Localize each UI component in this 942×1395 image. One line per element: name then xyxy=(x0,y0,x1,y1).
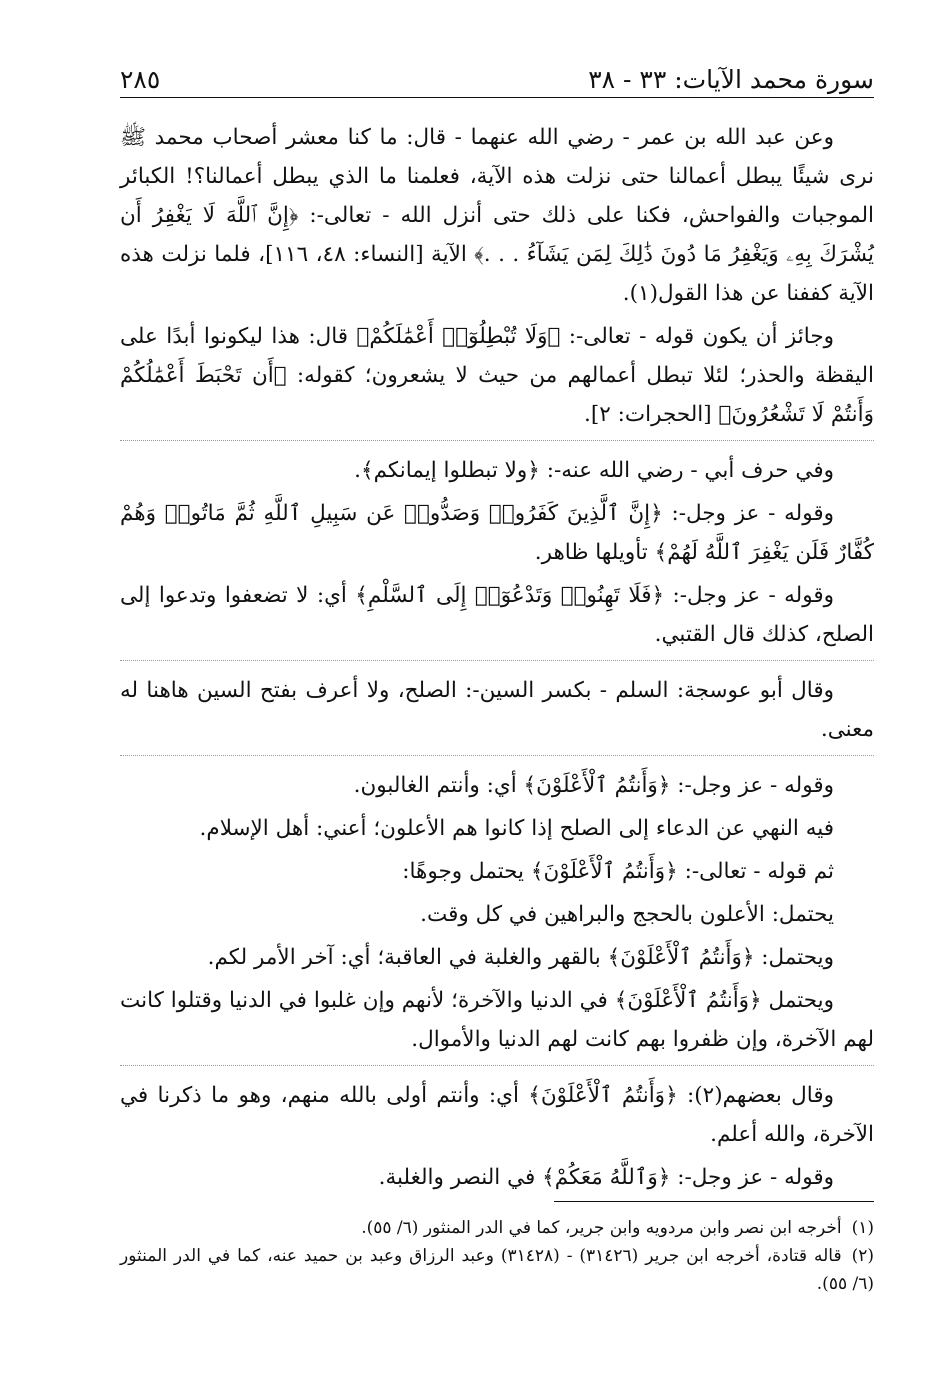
footnote-rule xyxy=(554,1201,874,1202)
footnote xyxy=(120,1214,874,1242)
paragraph: وقال أبو عوسجة: السلم - بكسر السين-: الصلح، ولا أعرف بفتح السين هاهنا له معنى. xyxy=(120,671,874,756)
paragraph: ويحتمل ﴿وَأَنتُمُ ٱلْأَعْلَوْنَ﴾ في الدنيا والآخرة؛ لأنهم وإن غلبوا في الدنيا وقتلوا كانت لهم الآخرة، وإن ظفروا بهم كانت لهم الدنيا والأموال. xyxy=(120,981,874,1066)
footnote xyxy=(120,1242,874,1298)
paragraph: وعن عبد الله بن عمر - رضي الله عنهما - قال: ما كنا معشر أصحاب محمد ﷺ نرى شيئًا يبطل أعمالنا حتى نزلت هذه الآية، فعلمنا ما الذي يبطل أعمالنا؟! الكبائر الموجبات والفواحش، فكنا على ذلك حتى أنزل الله - تعالى-: ﴿إِنَّ ٱللَّهَ لَا يَغْفِرُ أَن يُشْرَكَ بِهِۦ وَيَغْفِرُ مَا دُونَ ذَٰلِكَ لِمَن يَشَآءُ . . .﴾ الآية [النساء: ٤٨، ١١٦]، فلما نزلت هذه الآية كففنا عن هذا القول(١). xyxy=(120,125,874,306)
footnote-number: (٢) xyxy=(851,1246,874,1266)
paragraph: ويحتمل: ﴿وَأَنتُمُ ٱلْأَعْلَوْنَ﴾ بالقهر والغلبة في العاقبة؛ أي: آخر الأمر لكم. xyxy=(207,945,834,970)
paragraph: يحتمل: الأعلون بالحجج والبراهين في كل وقت. xyxy=(420,902,834,927)
paragraph: وقال بعضهم(٢): ﴿وَأَنتُمُ ٱلْأَعْلَوْنَ﴾ أي: وأنتم أولى بالله منهم، وهو ما ذكرنا في الآخرة، والله أعلم. xyxy=(120,1083,874,1147)
footnote-text: قاله قتادة، أخرجه ابن جرير (٣١٤٢٦) - (٣١٤٢٨) وعبد الرزاق وعبد بن حميد عنه، كما في الدر المنثور (٦/ ٥٥). xyxy=(120,1246,874,1294)
paragraph: وقوله - عز وجل-: ﴿إِنَّ ٱلَّذِينَ كَفَرُوا۟ وَصَدُّوا۟ عَن سَبِيلِ ٱللَّهِ ثُمَّ مَاتُوا۟ وَهُمْ كُفَّارٌ فَلَن يَغْفِرَ ٱللَّهُ لَهُمْ﴾ تأويلها ظاهر. xyxy=(120,501,874,565)
footnote-number: (١) xyxy=(851,1218,874,1238)
footnote-text: أخرجه ابن نصر وابن مردويه وابن جرير، كما في الدر المنثور (٦/ ٥٥). xyxy=(361,1218,842,1238)
paragraph: وفي حرف أبي - رضي الله عنه-: ﴿ولا تبطلوا إيمانكم﴾. xyxy=(354,458,834,483)
paragraph: وقوله - عز وجل-: ﴿وَأَنتُمُ ٱلْأَعْلَوْنَ﴾ أي: وأنتم الغالبون. xyxy=(353,773,834,798)
footnotes xyxy=(120,1214,874,1298)
paragraph: وقوله - عز وجل-: ﴿وَٱللَّهُ مَعَكُمْ﴾ في النصر والغلبة. xyxy=(378,1165,834,1190)
book-page xyxy=(120,0,874,1395)
paragraph: وجائز أن يكون قوله - تعالى-: ﴿وَلَا تُبْطِلُوٓا۟ أَعْمَٰلَكُمْ﴾ قال: هذا ليكونوا أبدًا على اليقظة والحذر؛ لئلا تبطل أعمالهم من حيث لا يشعرون؛ كقوله: ﴿أَن تَحْبَطَ أَعْمَٰلُكُمْ وَأَنتُمْ لَا تَشْعُرُونَ﴾ [الحجرات: ٢]. xyxy=(120,317,874,441)
paragraph: وقوله - عز وجل-: ﴿فَلَا تَهِنُوا۟ وَتَدْعُوٓا۟ إِلَى ٱلسَّلْمِ﴾ أي: لا تضعفوا وتدعوا إلى الصلح، كذلك قال القتبي. xyxy=(120,576,874,661)
page-number: ٢٨٥ xyxy=(120,65,161,94)
paragraph: فيه النهي عن الدعاء إلى الصلح إذا كانوا هم الأعلون؛ أعني: أهل الإسلام. xyxy=(199,816,834,841)
running-header xyxy=(120,54,874,94)
main-text xyxy=(120,118,874,1201)
header-rule xyxy=(120,97,874,98)
surah-title: سورة محمد الآيات: ٣٣ - ٣٨ xyxy=(588,65,874,94)
paragraph: ثم قوله - تعالى-: ﴿وَأَنتُمُ ٱلْأَعْلَوْنَ﴾ يحتمل وجوهًا: xyxy=(402,859,834,884)
